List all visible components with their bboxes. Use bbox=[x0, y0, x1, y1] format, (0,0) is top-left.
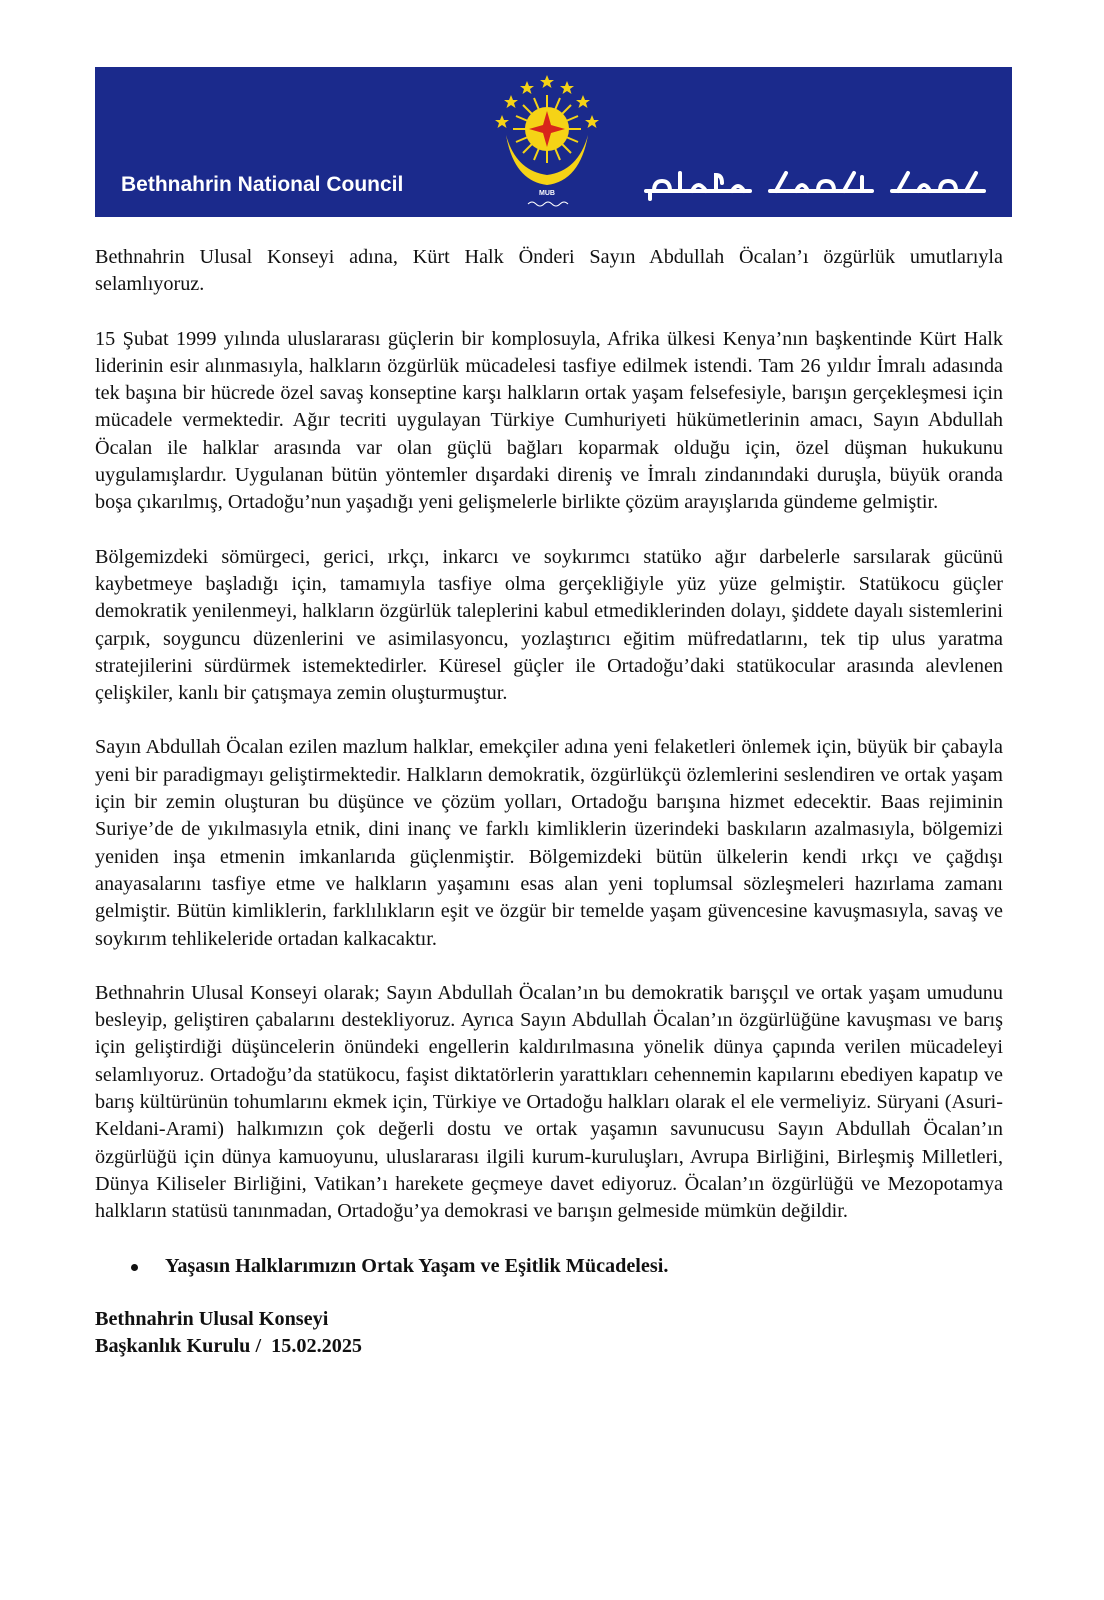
svg-text:MUB: MUB bbox=[539, 190, 555, 197]
bullet-icon bbox=[131, 1264, 138, 1271]
paragraph-history: 15 Şubat 1999 yılında uluslararası güçlerin bir komplosuyla, Afrika ülkesi Kenya’nın başkentinde Kürt Halk liderinin esir alınmasıyla, halkların özgürlük mücadelesi tasfiye edilmek istendi. Tam 26 yıldır İmralı adasında tek başına bir hücrede özel savaş konseptine karşı halkların ortak yaşam felsefesiyle, barışın gerçekleşmesi için mücadele vermektedir. Ağır tecriti uygulayan Türkiye Cumhuriyeti hükümetlerinin amacı, Sayın Abdullah Öcalan ile halklar arasında var olan güçlü bağları koparmak olduğu için, özel düşman hukukunu uygulamışlardır. Uygulanan bütün yöntemler dışardaki direniş ve İmralı zindanındaki duruşla, büyük oranda boşa çıkarılmış, Ortadoğu’nun yaşadığı yeni gelişmelerle birlikte çözüm arayışlarıda gündeme gelmiştir. bbox=[95, 327, 1003, 514]
header-banner bbox=[95, 67, 1012, 217]
signature-organization: Bethnahrin Ulusal Konseyi bbox=[95, 1307, 329, 1330]
paragraph-greeting: Bethnahrin Ulusal Konseyi adına, Kürt Halk Önderi Sayın Abdullah Öcalan’ı özgürlük umutlarıyla selamlıyoruz. bbox=[95, 246, 1003, 296]
organization-name: Bethnahrin National Council bbox=[121, 173, 404, 196]
slogan-text: Yaşasın Halklarımızın Ortak Yaşam ve Eşitlik Mücadelesi. bbox=[165, 1254, 669, 1277]
slogan-list bbox=[95, 1253, 1003, 1280]
emblem-icon bbox=[492, 73, 602, 213]
paragraph-paradigm: Sayın Abdullah Öcalan ezilen mazlum halklar, emekçiler adına yeni felaketleri önlemek için, büyük bir çabayla yeni bir paradigmayı geliştirmektedir. Halkların demokratik, özgürlükçü özlemlerini seslendiren ve ortak yaşam için bir zemin oluşturan bu düşünce ve çözüm yolları, Ortadoğu barışına hizmet edecektir. Baas rejiminin Suriye’de de yıkılmasıyla etnik, dini inanç ve farklı kimliklerin üzerindeki baskıların azalmasıyla, bölgemizi yeniden inşa etmenin imkanlarıda güçlenmiştir. Bölgemizdeki bütün ülkelerin kendi ırkçı ve çağdışı anayasalarını tasfiye etme ve halkların yaşamını esas alan yeni toplumsal sözleşmeleri hazırlama zamanı gelmiştir. Bütün kimliklerin, farklılıkların eşit ve özgür bir temelde yaşam güvencesine kavuşmasıyla, savaş ve soykırım tehlikeleride ortadan kalkacaktır. bbox=[95, 736, 1003, 950]
paragraph-status-quo: Bölgemizdeki sömürgeci, gerici, ırkçı, inkarcı ve soykırımcı statüko ağır darbelerle sarsılarak gücünü kaybetmeye başladığı için, tamamıyla tasfiye olma gerçekliğiyle yüz yüze gelmiştir. Statükocu güçler demokratik yenilenmeyi, halkların özgürlük taleplerini kabul etmediklerinden dolayı, şiddete dayalı sistemlerini çarpık, soyguncu düzenlerini ve asimilasyoncu, yozlaştırıcı eğitim müfredatlarını, tek tip ulus yaratma stratejilerini sürdürmek istemektedirler. Küresel güçler ile Ortadoğu’daki statükocular arasında alevlenen çelişkiler, kanlı bir çatışmaya zemin oluşturmuştur. bbox=[95, 545, 1003, 705]
list-item bbox=[95, 1253, 1003, 1280]
letter-body bbox=[95, 244, 1003, 1360]
paragraph-call-to-action: Bethnahrin Ulusal Konseyi olarak; Sayın Abdullah Öcalan’ın bu demokratik barışçıl ve ortak yaşam umudunu besleyip, geliştiren çabalarını destekliyoruz. Ayrıca Sayın Abdullah Öcalan’ın özgürlüğüne kavuşması ve barış için geliştirdiği düşüncelerin önündeki engellerin kaldırılmasına yönelik dünya çapında verilen mücadeleyi selamlıyoruz. Ortadoğu’da statükocu, faşist diktatörlerin yarattıkları cehennemin kapılarını ebediyen kapatıp ve barış kültürünün tohumlarını ekmek için, Türkiye ve Ortadoğu halkları olarak el ele vermeliyiz. Süryani (Asuri-Keldani-Arami) halkımızın çok değerli dostu ve ortak yaşamın savunucusu Sayın Abdullah Öcalan’ın özgürlüğü için dünya kamuoyunu, uluslararası ilgili kurum-kuruluşları, Avrupa Birliğini, Birleşmiş Milletleri, Dünya Kiliseler Birliğini, Vatikan’ı harekete geçmeye davet ediyoruz. Öcalan’ın özgürlüğü ve Mezopotamya halkların statüsü tanınmadan, Ortadoğu’ya demokrasi ve barışın gelmeside mümkün değildir. bbox=[95, 981, 1003, 1223]
signature-block bbox=[95, 1306, 1003, 1360]
signature-committee-date: Başkanlık Kurulu / 15.02.2025 bbox=[95, 1334, 363, 1357]
syriac-script-logo bbox=[640, 165, 990, 203]
